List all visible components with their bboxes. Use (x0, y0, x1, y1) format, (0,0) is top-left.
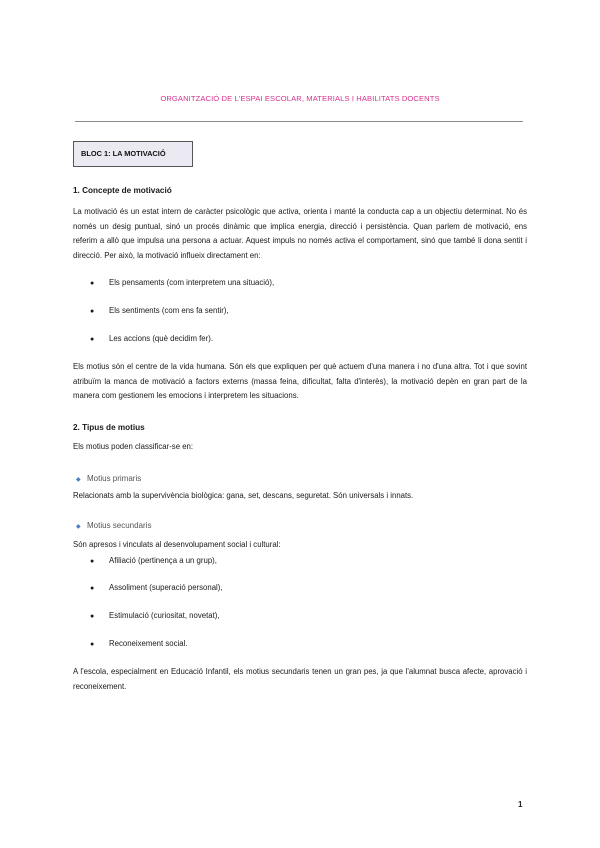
bullet-text: Les accions (què decidim fer). (109, 334, 214, 343)
diamond-bullet-icon: ◆ (76, 477, 81, 483)
section-1-heading: 1. Concepte de motivació (73, 186, 172, 195)
bullet-dot-icon: ● (90, 613, 95, 620)
section-2-closing: A l'escola, especialment en Educació Infantil, els motius secundaris tenen un gran pes, ja que l'alumnat busca afecte, aprovació i reconeixement. (73, 667, 527, 691)
bullet-dot-icon: ● (90, 280, 95, 287)
bullet-item (90, 278, 274, 287)
bloc-title-box: BLOC 1: LA MOTIVACIÓ (73, 141, 193, 167)
bullet-item (90, 334, 213, 343)
section-2-heading: 2. Tipus de motius (73, 423, 145, 432)
subheading-text: Motius secundaris (87, 521, 152, 530)
bullet-text: Els sentiments (com ens fa sentir), (109, 306, 229, 315)
page-number: 1 (518, 800, 523, 809)
bullet-dot-icon: ● (90, 308, 95, 315)
bullet-dot-icon: ● (90, 558, 95, 565)
bullet-item (90, 639, 187, 648)
bullet-dot-icon: ● (90, 336, 95, 343)
section-2-intro: Els motius poden classificar-se en: (73, 442, 194, 451)
bullet-text: Afiliació (pertinença a un grup), (109, 556, 217, 565)
bullet-item (90, 611, 220, 620)
bullet-text: Assoliment (superació personal), (109, 583, 223, 592)
bullet-text: Els pensaments (com interpretem una situació), (109, 278, 275, 287)
bullet-item (90, 306, 229, 315)
section-1-intro: La motivació és un estat intern de caràcter psicològic que activa, orienta i manté la conducta cap a un objectiu determinat. No és només un desig puntual, sinó un procés dinàmic que implica energia, direcció i persistència. Quan parlem de motivació, ens referim a allò que impulsa una persona a actuar. Aquest impuls no només activa el comportament, sinó que també li dona sentit i direcció. Per això, la motivació influeix directament en: (73, 207, 527, 260)
bullet-item (90, 556, 217, 565)
bullet-dot-icon: ● (90, 585, 95, 592)
section-1-closing: Els motius són el centre de la vida humana. Són els que expliquen per què actuem d'una manera i no d'una altra. Tot i que sovint atribuïm la manca de motivació a factors externs (massa feina, dificultat, falta d'interès), la motivació depèn en gran part de la manera com gestionem les emocions i interpretem les situacions. (73, 362, 527, 400)
bullet-dot-icon: ● (90, 641, 95, 648)
motius-primaris-text: Relacionats amb la supervivència biològica: gana, set, descans, seguretat. Són universals i innats. (73, 491, 414, 500)
subheading-motius-primaris (76, 474, 141, 483)
document-header-title: ORGANITZACIÓ DE L'ESPAI ESCOLAR, MATERIALS I HABILITATS DOCENTS (160, 94, 440, 103)
bullet-item (90, 583, 223, 592)
subheading-motius-secundaris (76, 521, 151, 530)
motius-secundaris-text: Són apresos i vinculats al desenvolupament social i cultural: (73, 540, 281, 549)
subheading-text: Motius primaris (87, 474, 142, 483)
bullet-text: Reconeixement social. (109, 639, 188, 648)
header-divider (75, 121, 523, 122)
diamond-bullet-icon: ◆ (76, 524, 81, 530)
bullet-text: Estimulació (curiositat, novetat), (109, 611, 220, 620)
